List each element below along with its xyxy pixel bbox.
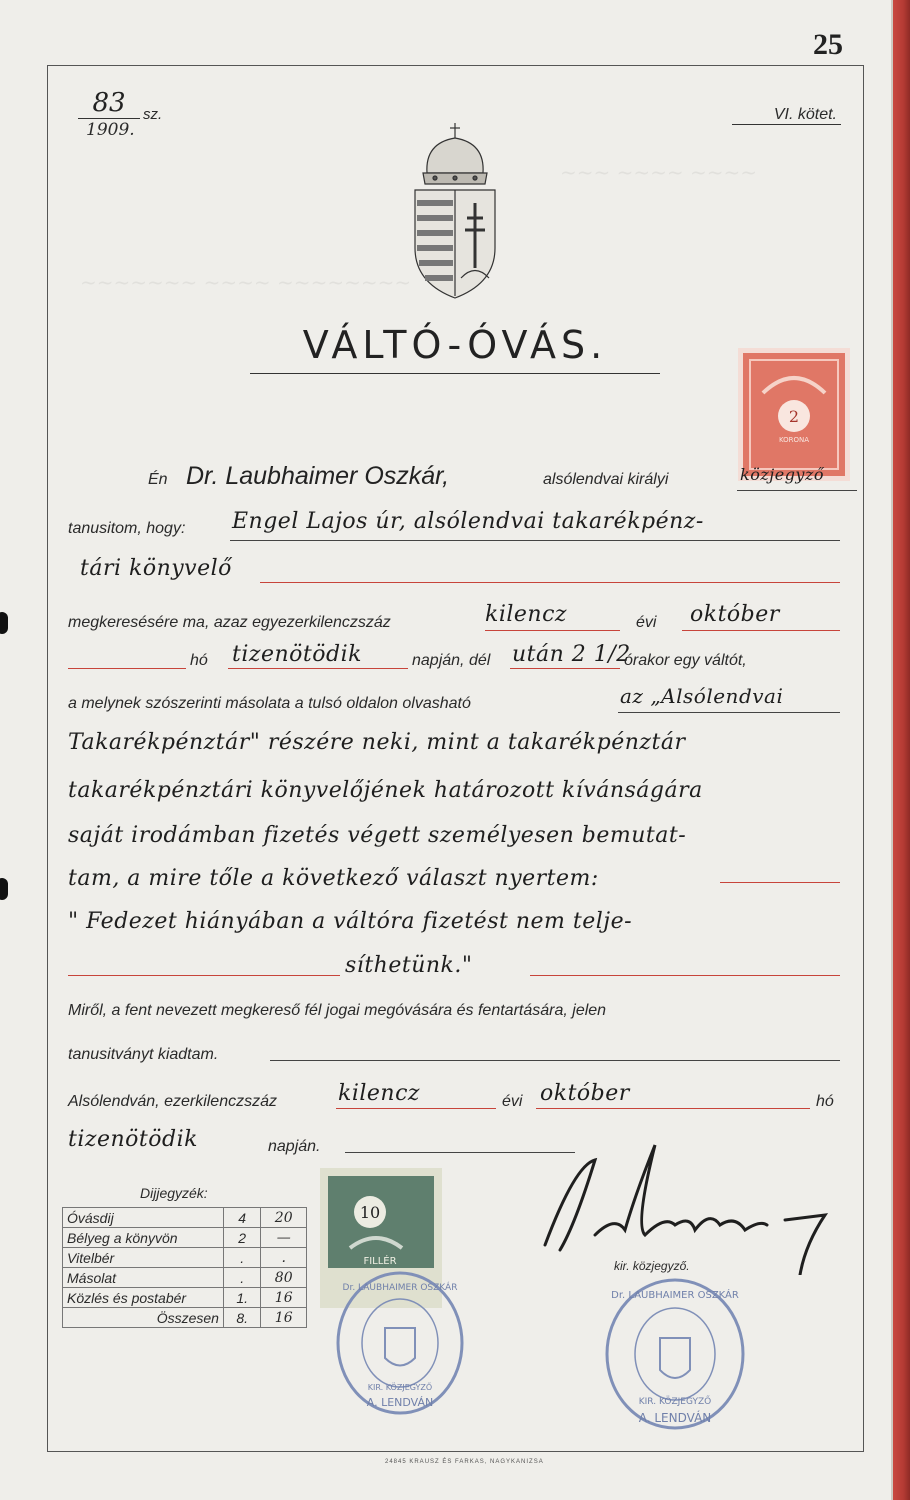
line5-ho: hó — [190, 652, 208, 669]
red-fill-line — [228, 668, 408, 669]
fill-line — [230, 540, 840, 541]
punch-hole — [0, 612, 8, 634]
coat-of-arms-icon — [405, 118, 505, 308]
fee-label: Vitelbér — [63, 1248, 224, 1268]
place-handwriting-year: kilencz — [338, 1081, 421, 1106]
revenue-stamp-2-korona — [738, 348, 850, 481]
fee-row — [63, 1228, 307, 1248]
place-text: Alsólendván, ezerkilenczszáz — [68, 1093, 277, 1110]
fee-row — [63, 1208, 307, 1228]
fee-korona: 4 — [223, 1208, 260, 1228]
red-fill-line — [485, 630, 620, 631]
date-text: napján. — [268, 1138, 321, 1155]
closing-line-2: tanusitványt kiadtam. — [68, 1046, 219, 1063]
fill-line — [618, 712, 840, 713]
line4-handwriting-month: október — [690, 602, 780, 627]
fee-korona: 2 — [223, 1228, 260, 1248]
svg-text:10: 10 — [359, 1203, 381, 1222]
title-underline — [250, 373, 660, 374]
fill-line — [737, 490, 857, 491]
fee-label: Másolat — [63, 1268, 224, 1288]
serial-number: 83 — [78, 88, 140, 119]
line4-text: megkeresésére ma, azaz egyezerkilenczszáz — [68, 614, 391, 631]
svg-text:Dr. LAUBHAIMER OSZKÁR: Dr. LAUBHAIMER OSZKÁR — [611, 1290, 739, 1301]
handwriting-line-12: síthetünk." — [345, 953, 473, 978]
handwriting-line-11: " Fedezet hiányában a váltóra fizetést nem telje- — [68, 909, 633, 934]
fee-table — [62, 1207, 307, 1328]
notary-signature — [505, 1125, 835, 1275]
fill-line — [270, 1060, 840, 1061]
serial-year: 1909. — [86, 120, 135, 140]
fee-korona: 8. — [223, 1308, 260, 1328]
fee-row — [63, 1248, 307, 1268]
line6-text: a melynek szószerinti másolata a tulsó oldalon olvasható — [68, 695, 471, 712]
line6-handwriting: az „Alsólendvai — [620, 684, 784, 708]
handwriting-line-9: saját irodámban fizetés végett személyesen bemutat- — [68, 823, 687, 848]
fee-row — [63, 1268, 307, 1288]
red-fill-line — [720, 882, 840, 883]
svg-text:KIR. KÖZJEGYZŐ: KIR. KÖZJEGYZŐ — [638, 1397, 712, 1407]
page-number: 25 — [813, 28, 843, 61]
svg-text:Dr. LAUBHAIMER OSZKÁR: Dr. LAUBHAIMER OSZKÁR — [342, 1283, 458, 1293]
red-fill-line — [336, 1108, 496, 1109]
fee-filler: — — [261, 1228, 307, 1248]
fee-filler: . — [261, 1248, 307, 1268]
punch-hole — [0, 878, 8, 900]
fee-label: Összesen — [63, 1308, 224, 1328]
en-prefix: Én — [148, 471, 168, 488]
svg-text:KORONA: KORONA — [778, 436, 810, 444]
fee-label: Közlés és postabér — [63, 1288, 224, 1308]
fee-row — [63, 1308, 307, 1328]
notary-seal-right — [600, 1274, 750, 1434]
svg-text:2: 2 — [788, 407, 800, 426]
fee-label: Bélyeg a könyvön — [63, 1228, 224, 1248]
svg-text:KIR. KÖZJEGYZŐ: KIR. KÖZJEGYZŐ — [367, 1383, 433, 1392]
red-fill-line — [530, 975, 840, 976]
fee-korona: . — [223, 1268, 260, 1288]
volume-label: VI. kötet. — [732, 106, 841, 125]
red-fill-line — [510, 668, 620, 669]
line5-handwriting-day: tizenötödik — [232, 642, 362, 667]
printer-footer: 24845 KRAUSZ ÉS FARKAS, NAGYKANIZSA — [385, 1459, 544, 1465]
line4-handwriting-year: kilencz — [485, 602, 568, 627]
signature-role: kir. közjegyző. — [614, 1259, 690, 1273]
red-fill-line — [260, 582, 840, 583]
line5-text-c: órakor egy váltót, — [624, 652, 747, 669]
fee-korona: . — [223, 1248, 260, 1268]
page-edge — [893, 0, 910, 1500]
line3-handwriting: tári könyvelő — [80, 556, 232, 581]
place-evi: évi — [502, 1093, 523, 1110]
fee-filler: 16 — [261, 1288, 307, 1308]
fee-filler: 16 — [261, 1308, 307, 1328]
fee-label: Óvásdij — [63, 1208, 224, 1228]
red-fill-line — [536, 1108, 810, 1109]
place-handwriting-month: október — [540, 1081, 630, 1106]
svg-text:A. LENDVÁN: A. LENDVÁN — [638, 1411, 712, 1425]
notary-name: Dr. Laubhaimer Oszkár, — [186, 462, 450, 490]
date-handwriting-day: tizenötödik — [68, 1127, 198, 1152]
red-fill-line — [682, 630, 840, 631]
line2-text: tanusitom, hogy: — [68, 520, 186, 537]
handwriting-line-8: takarékpénztári könyvelőjének határozott kívánságára — [68, 778, 703, 803]
place-ho: hó — [816, 1093, 834, 1110]
fee-row — [63, 1288, 307, 1308]
bleed-through-text: ~~~~~~~ ~~~~ ~~~~~~~~ — [80, 270, 412, 294]
fee-table-title: Dijjegyzék: — [140, 1185, 208, 1201]
line2-handwriting: Engel Lajos úr, alsólendvai takarékpénz- — [232, 509, 704, 534]
line1-handwriting: közjegyző — [740, 465, 825, 484]
document-title: VÁLTÓ-ÓVÁS. — [302, 323, 608, 367]
line5-handwriting-time: után 2 1/2 — [512, 642, 631, 667]
handwriting-line-10: tam, a mire tőle a következő választ nyertem: — [68, 866, 599, 891]
notary-seal-left — [330, 1268, 470, 1418]
handwriting-line-7: Takarékpénztár" részére neki, mint a takarékpénztár — [68, 730, 686, 755]
fee-filler: 20 — [261, 1208, 307, 1228]
fee-filler: 80 — [261, 1268, 307, 1288]
line5-napjan: napján, dél — [412, 652, 491, 669]
serial-suffix: sz. — [143, 106, 163, 123]
line1-text: alsólendvai királyi — [543, 471, 669, 488]
red-fill-line — [68, 975, 340, 976]
line4-evi: évi — [636, 614, 657, 631]
closing-line-1: Miről, a fent nevezett megkereső fél jogai megóvására és fentartására, jelen — [68, 1002, 607, 1019]
svg-text:FILLÉR: FILLÉR — [363, 1256, 397, 1267]
red-fill-line — [68, 668, 186, 669]
svg-text:A. LENDVÁN: A. LENDVÁN — [366, 1396, 434, 1409]
fee-korona: 1. — [223, 1288, 260, 1308]
bleed-through-text: ~~~ ~~~~ ~~~~ — [560, 160, 758, 184]
